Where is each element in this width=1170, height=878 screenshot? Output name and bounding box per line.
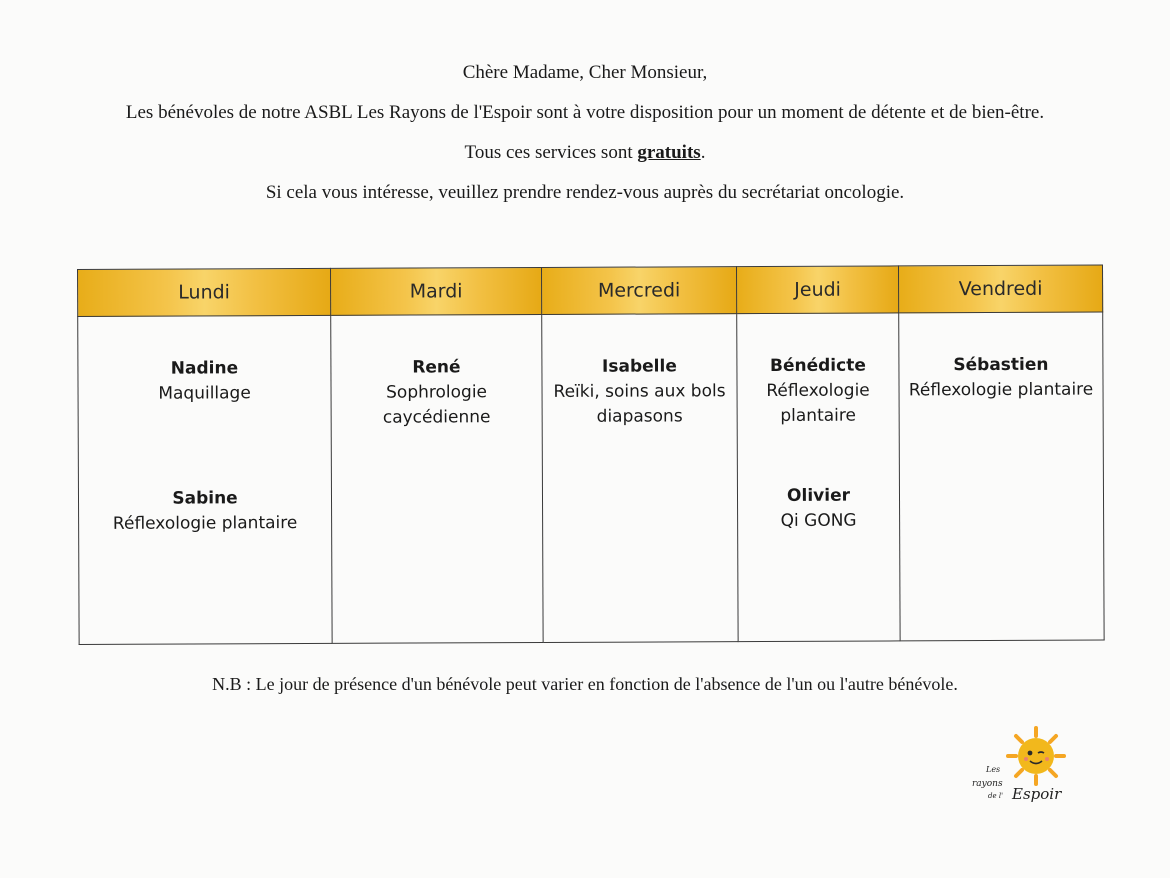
- volunteer-entry: [739, 483, 898, 534]
- volunteer-service: Maquillage: [158, 383, 251, 404]
- volunteer-entry: [79, 356, 329, 407]
- volunteer-service: Réflexologie plantaire: [112, 513, 298, 534]
- schedule-header-row: [78, 265, 1103, 316]
- volunteer-name: Sébastien: [953, 354, 1049, 376]
- intro-line-volunteers: Les bénévoles de notre ASBL Les Rayons de l'Espoir sont à votre disposition pour un moment de détente et de bien-être.: [125, 102, 1045, 123]
- volunteer-entry: [738, 353, 897, 429]
- schedule-body-row: [78, 312, 1104, 644]
- logo-text-espoir: Espoir: [1012, 785, 1062, 803]
- volunteer-schedule-table: [77, 265, 1105, 645]
- les-rayons-de-l-espoir-logo: [968, 722, 1078, 812]
- volunteer-entry: [80, 486, 330, 537]
- day-cell-lundi: [78, 315, 332, 644]
- volunteer-name: Isabelle: [601, 356, 677, 377]
- intro-line-free: [0, 138, 1170, 178]
- volunteer-entry: [900, 353, 1101, 404]
- day-header-vendredi: Vendredi: [898, 265, 1102, 313]
- sun-icon: [1008, 728, 1064, 784]
- volunteer-service: Reïki, soins aux bols diapasons: [553, 381, 726, 427]
- letter-intro: [0, 58, 1170, 218]
- volunteer-name: Sabine: [172, 488, 238, 509]
- day-header-mardi: Mardi: [330, 267, 541, 315]
- volunteer-service: Réflexologie plantaire: [908, 379, 1094, 401]
- volunteer-name: Olivier: [786, 485, 851, 506]
- volunteer-entry: [543, 354, 735, 430]
- logo-text-de: de l': [988, 792, 1004, 800]
- day-cell-jeudi: [737, 313, 900, 642]
- logo-text-rayons: rayons: [972, 779, 1003, 789]
- day-cell-mardi: [331, 314, 543, 643]
- day-cell-vendredi: [899, 312, 1104, 641]
- volunteer-service: Réflexologie plantaire: [766, 380, 870, 426]
- volunteer-service: Qi GONG: [780, 510, 857, 531]
- volunteer-name: René: [412, 357, 461, 378]
- intro-line-appointment: Si cela vous intéresse, veuillez prendre rendez-vous auprès du secrétariat oncologie.: [265, 182, 905, 203]
- volunteer-service: Sophrologie caycédienne: [382, 382, 491, 428]
- day-cell-mercredi: [542, 314, 738, 643]
- free-emphasis: gratuits: [637, 142, 701, 163]
- free-text-start: Tous ces services sont: [464, 142, 638, 163]
- volunteer-entry: [332, 355, 540, 431]
- day-header-jeudi: Jeudi: [736, 266, 898, 314]
- free-text-end: .: [700, 142, 706, 163]
- greeting: Chère Madame, Cher Monsieur,: [462, 62, 708, 83]
- day-header-mercredi: Mercredi: [541, 267, 736, 315]
- volunteer-name: Bénédicte: [769, 355, 866, 376]
- day-header-lundi: Lundi: [78, 268, 331, 316]
- logo-text-les: Les: [986, 765, 1001, 774]
- volunteer-name: Nadine: [170, 358, 239, 379]
- nb-note: N.B : Le jour de présence d'un bénévole peut varier en fonction de l'absence de l'un ou l'autre bénévole.: [212, 674, 958, 694]
